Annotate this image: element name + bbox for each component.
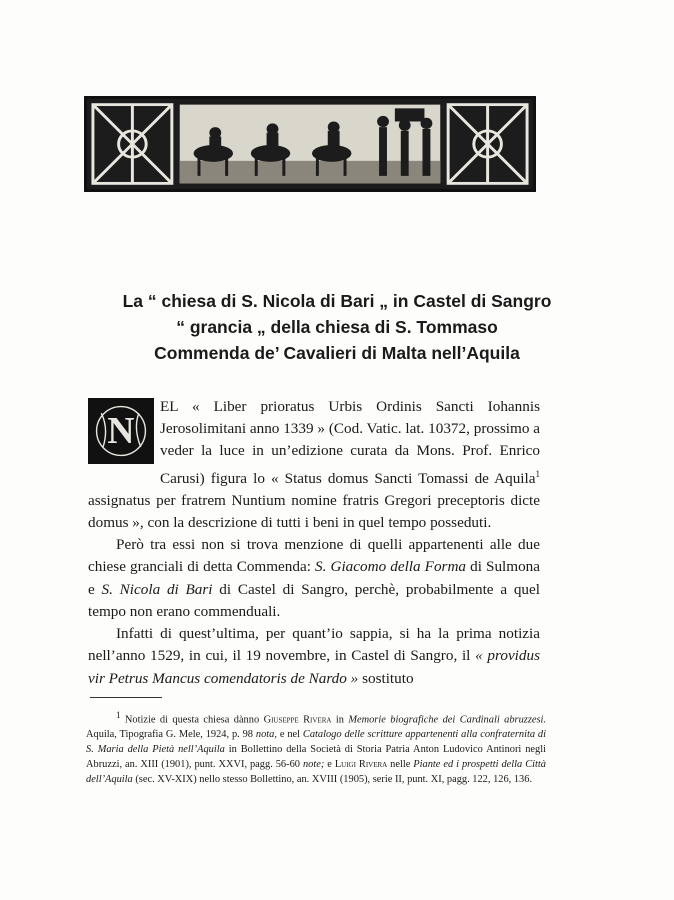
paragraph-3-text-a: Infatti di quest’ultima, per quant’io sappia, si ha la prima notizia nell’anno 1529, in cui, il 19 novembre, in Castel di Sangro, il xyxy=(88,625,540,665)
footnote-italic-3: Catalogo delle scritture appartenenti alla confraternita di S. Maria della Pietà nell’Aquila xyxy=(86,729,546,756)
paragraph-1-text-b: assignatus per fratrem Nuntium nomine fratris Gregori preceptoris dicte domus », con la descrizione di tutti i beni in quel tempo posseduti. xyxy=(88,491,540,532)
footnote-text-g: nelle xyxy=(387,759,414,771)
ornamental-dropcap-n xyxy=(88,398,154,464)
footnote-text-a: Notizie di questa chiesa dànno xyxy=(120,714,264,726)
paragraph-2-italic-a: S. Giacomo della Forma xyxy=(315,558,467,576)
footnote-number: 1 xyxy=(116,710,121,720)
paragraph-2-text-c: di Castel di Sangro, perchè, probabilmente a quel tempo non erano commenduali. xyxy=(88,580,540,620)
footnote-italic-4: note; xyxy=(302,759,325,771)
footnote-text-f: e xyxy=(324,759,335,771)
footnote-italic-1: Memorie biografiche dei Cardinali abruzzesi. xyxy=(348,714,546,726)
paragraph-3-italic-a: « providus vir Petrus Mancus comendatoris de Nardo » xyxy=(88,647,540,687)
page-title xyxy=(60,288,614,366)
title-line-3: Commenda de’ Cavalieri di Malta nell’Aquila xyxy=(154,343,520,363)
paragraph-3 xyxy=(88,623,540,690)
title-line-2: “ grancia „ della chiesa di S. Tommaso xyxy=(176,317,498,337)
footnote-italic-5: Piante ed i prospetti della Città dell’Aquila xyxy=(86,759,546,786)
paragraph-1 xyxy=(88,396,540,534)
footnote-1 xyxy=(86,708,546,787)
footnotes xyxy=(86,708,546,787)
footnote-text-h: (sec. XV-XIX) nello stesso Bollettino, an. XVIII (1905), serie II, punt. XI, pagg. 122, 126, 136. xyxy=(132,774,533,786)
footnote-author-1: Giuseppe Rivera xyxy=(263,714,332,726)
footnote-divider xyxy=(90,697,162,698)
dropcap-letter: N xyxy=(107,411,135,453)
footnote-text-e: in Bollettino della Società di Storia Patria Anton Ludovico Antinori negli Abruzzi, an. XIII (1901), punt. XXVI, pagg. 56-60 xyxy=(86,744,546,771)
woodcut-banner-illustration xyxy=(84,96,536,192)
paragraph-1-text-a: EL « Liber prioratus Urbis Ordinis Sancti Iohannis Jerosolimitani anno 1339 » (Cod. Vatic. lat. 10372, prossimo a veder la luce in un’edizione curata da Mons. Prof. Enrico Carusi) figura lo « Status domus Sancti Tomassi de Aquila xyxy=(160,398,540,487)
body-text xyxy=(88,396,540,690)
footnote-text-c: Aquila, Tipografia G. Mele, 1924, p. 98 xyxy=(86,729,256,741)
paragraph-3-text-b: sostituto xyxy=(358,669,414,687)
footnote-author-2: Luigi Rivera xyxy=(334,759,388,771)
footnote-italic-2: nota, xyxy=(255,729,277,741)
title-line-1: La “ chiesa di S. Nicola di Bari „ in Castel di Sangro xyxy=(122,291,552,311)
paragraph-2-italic-b: S. Nicola di Bari xyxy=(101,580,213,598)
footnote-text-b: in xyxy=(331,714,349,726)
footnote-text-d: e nel xyxy=(276,729,303,741)
paragraph-2 xyxy=(88,534,540,623)
footnote-marker: 1 xyxy=(535,468,540,479)
paragraph-2-text-b: di Sulmona e xyxy=(88,558,540,598)
paragraph-2-text-a: Però tra essi non si trova menzione di quelli appartenenti alle due chiese granciali di detta Commenda: xyxy=(88,536,540,576)
